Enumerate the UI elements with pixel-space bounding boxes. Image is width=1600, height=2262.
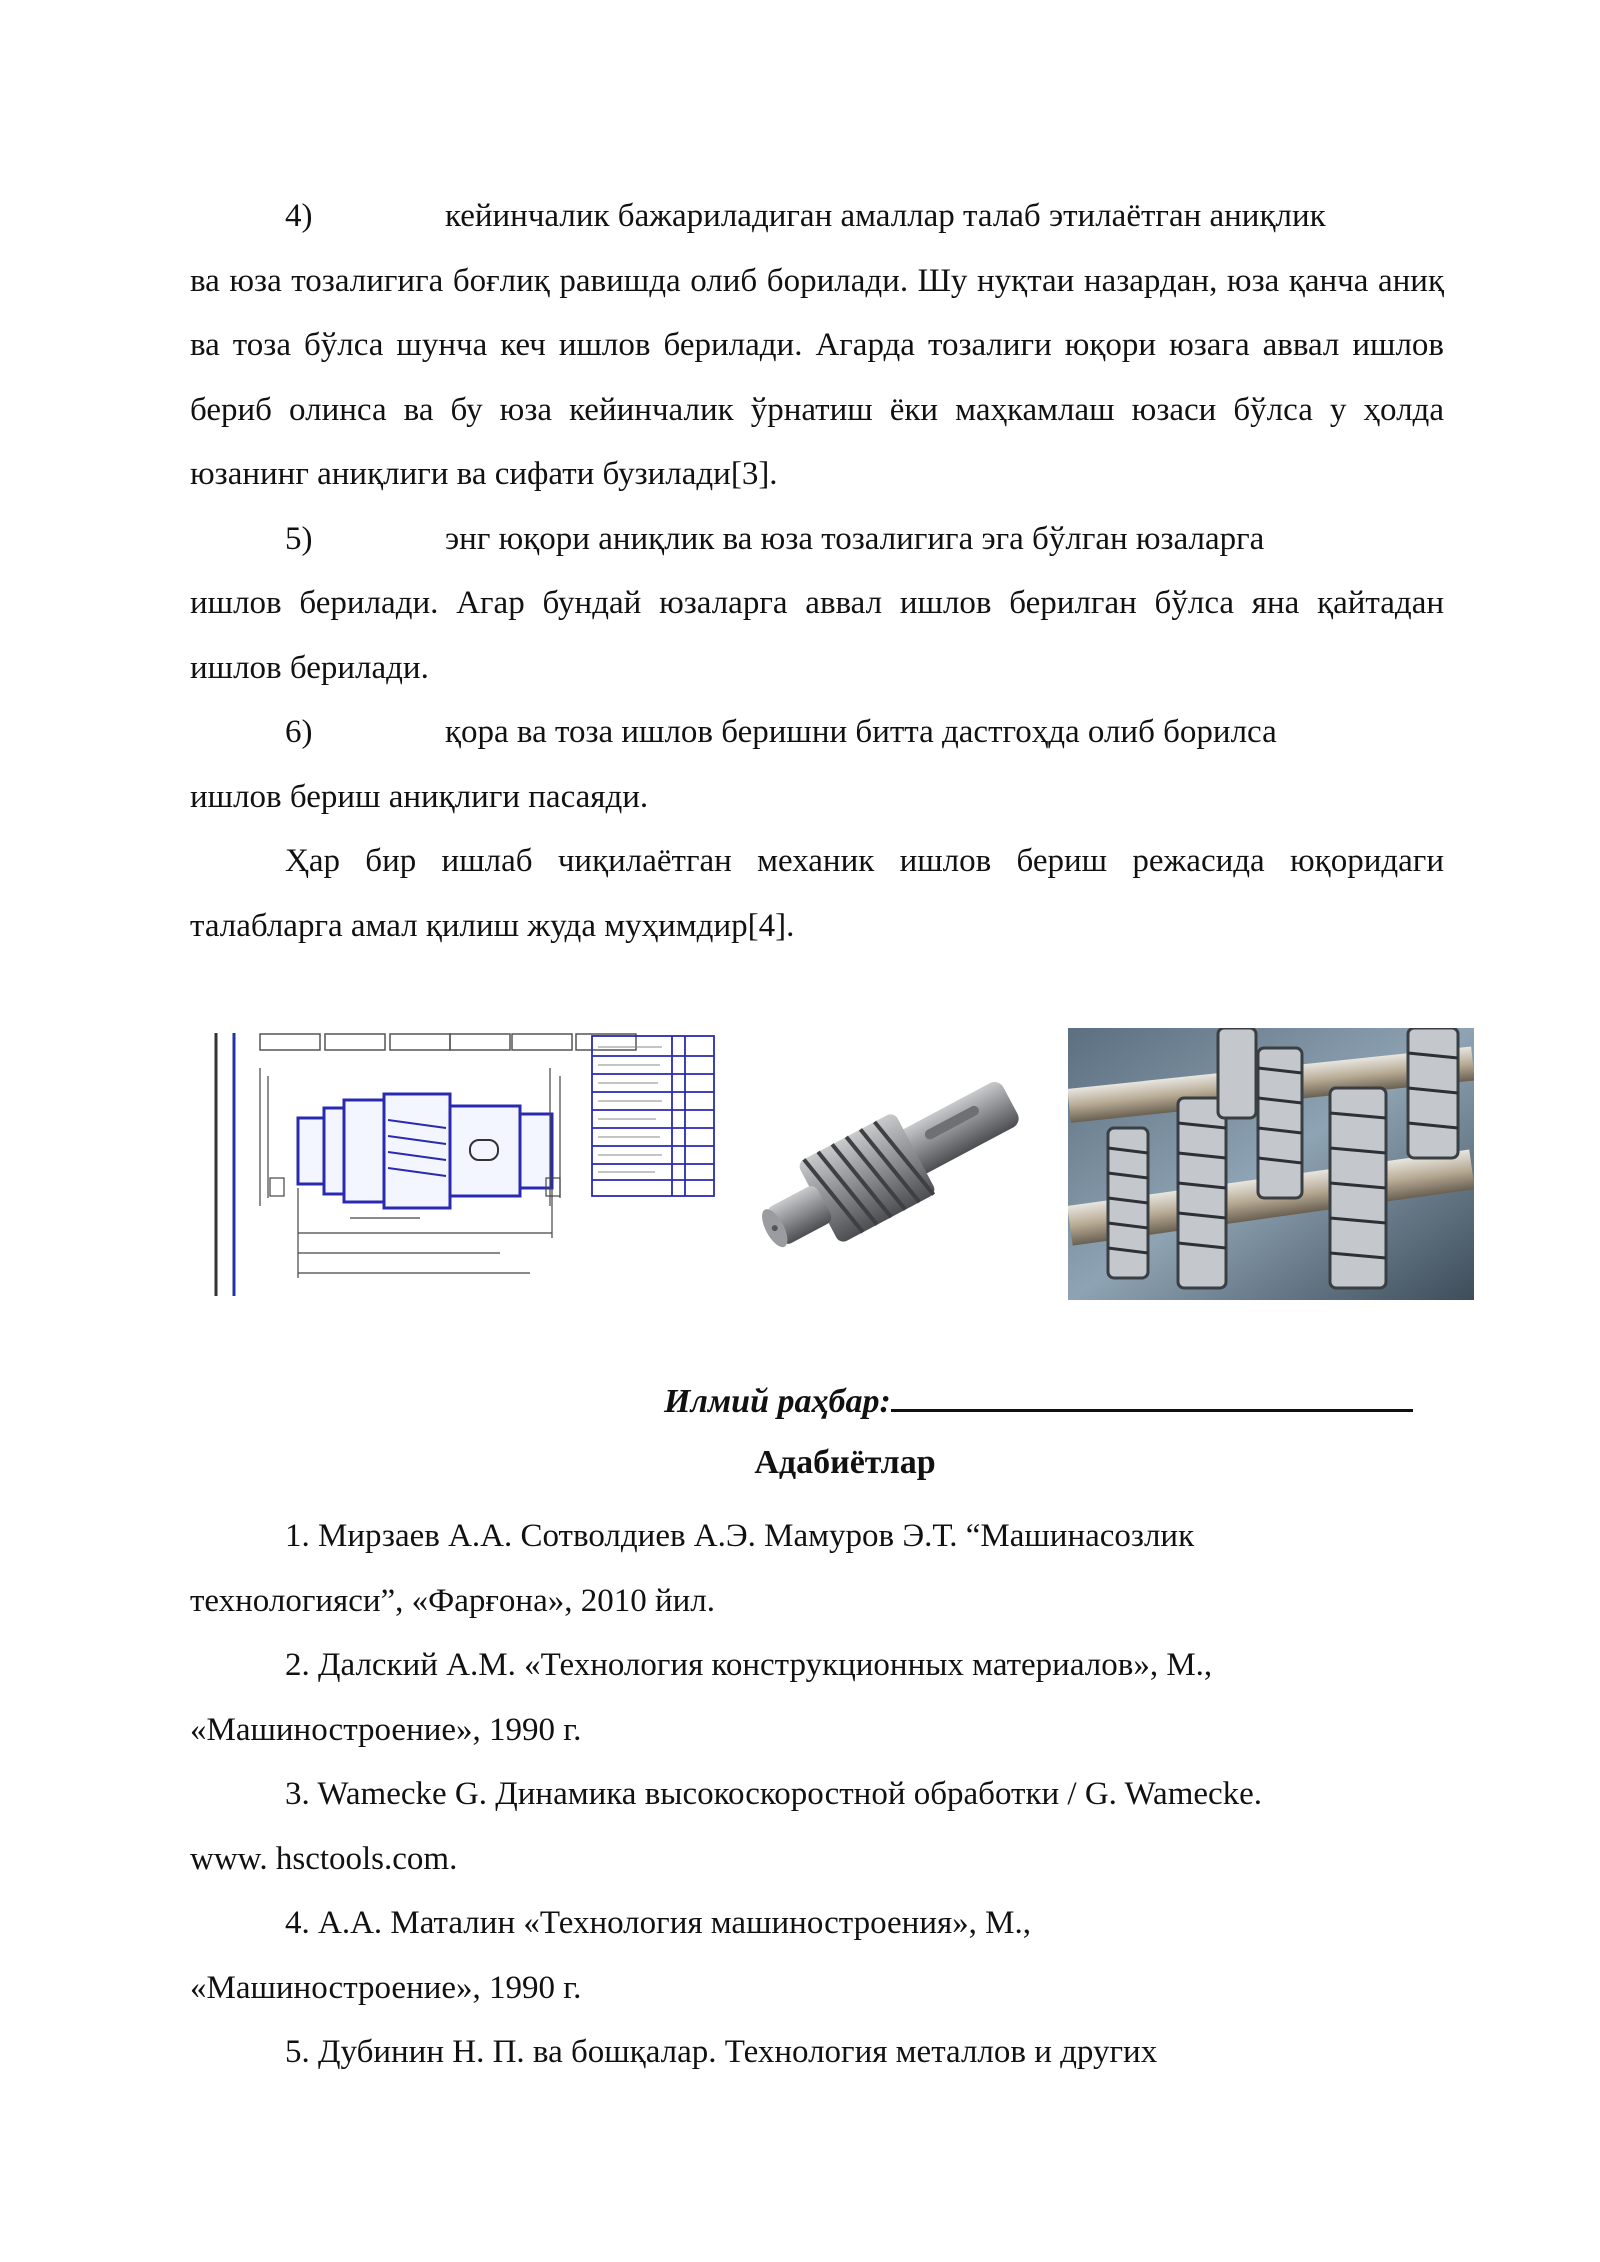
references-title: Адабиётлар bbox=[754, 1444, 936, 1481]
helical-gear-shaft-icon bbox=[740, 1028, 1040, 1310]
list-number: 4) bbox=[285, 198, 313, 234]
reference-item-first: 2. Далский А.М. «Технология конструкционных материалов», М., bbox=[285, 1647, 1213, 1683]
reference-item-rest: www. hsctools.com. bbox=[190, 1840, 458, 1877]
figure-row bbox=[190, 1028, 1490, 1310]
reference-item-rest: «Машиностроение», 1990 г. bbox=[190, 1711, 582, 1748]
list-item-5 bbox=[190, 507, 1444, 572]
list-item-4 bbox=[190, 184, 1444, 249]
paragraph-text: энг юқори аниқлик ва юза тозалигига эга бўлган юзаларга bbox=[445, 520, 1265, 557]
reference-item-rest: технологияси”, «Фарғона», 2010 йил. bbox=[190, 1582, 716, 1619]
paragraph-continuation: ишлов бериш аниқлиги пасаяди. bbox=[190, 778, 649, 815]
reference-item-first: 5. Дубинин Н. П. ва бошқалар. Технология металлов и других bbox=[285, 2034, 1158, 2070]
list-number: 5) bbox=[285, 520, 313, 557]
shaft-technical-drawing-icon bbox=[200, 1028, 720, 1310]
signature-line bbox=[891, 1383, 1413, 1412]
reference-item-rest: «Машиностроение», 1990 г. bbox=[190, 1969, 582, 2006]
supervisor-signature bbox=[664, 1383, 1413, 1421]
list-number: 6) bbox=[285, 714, 313, 750]
supervisor-label: Илмий раҳбар: bbox=[664, 1383, 891, 1420]
paragraph-continuation: ва юза тозалигига боғлиқ равишда олиб борилади. Шу нуқтаи назардан, юза қанча аниқ ва тоза бўлса шунча кеч ишлов берилади. Агарда тозалиги юқори юзага аввал ишлов бериб олинса ва бу юза кейинчалик ўрнатиш ёки маҳкамлаш юзаси бўлса у ҳолда юзанинг аниқлиги ва сифати бузилади[3]. bbox=[190, 262, 1444, 492]
summary-paragraph: Ҳар бир ишлаб чиқилаётган механик ишлов бериш режасида юқоридаги талабларга амал қилиш жуда муҳимдир[4]. bbox=[190, 843, 1444, 944]
paragraph-text: кейинчалик бажариладиган амаллар талаб этилаётган аниқлик bbox=[445, 198, 1326, 234]
reference-item-first: 1. Мирзаев А.А. Сотволдиев А.Э. Мамуров Э.Т. “Машинасозлик bbox=[285, 1518, 1195, 1554]
body-text bbox=[190, 184, 1444, 958]
gearbox-photo-icon bbox=[1068, 1028, 1474, 1300]
reference-item-first: 3. Wamecke G. Динамика высокоскоростной обработки / G. Wamecke. bbox=[285, 1776, 1263, 1812]
paragraph-text: қора ва тоза ишлов беришни битта дастгоҳда олиб борилса bbox=[445, 714, 1277, 750]
references-list bbox=[190, 1504, 1444, 2085]
reference-item-first: 4. А.А. Маталин «Технология машиностроения», М., bbox=[285, 1905, 1031, 1941]
paragraph-continuation: ишлов берилади. Агар бундай юзаларга аввал ишлов берилган бўлса яна қайтадан ишлов берилади. bbox=[190, 585, 1444, 686]
list-item-6 bbox=[190, 700, 1444, 765]
